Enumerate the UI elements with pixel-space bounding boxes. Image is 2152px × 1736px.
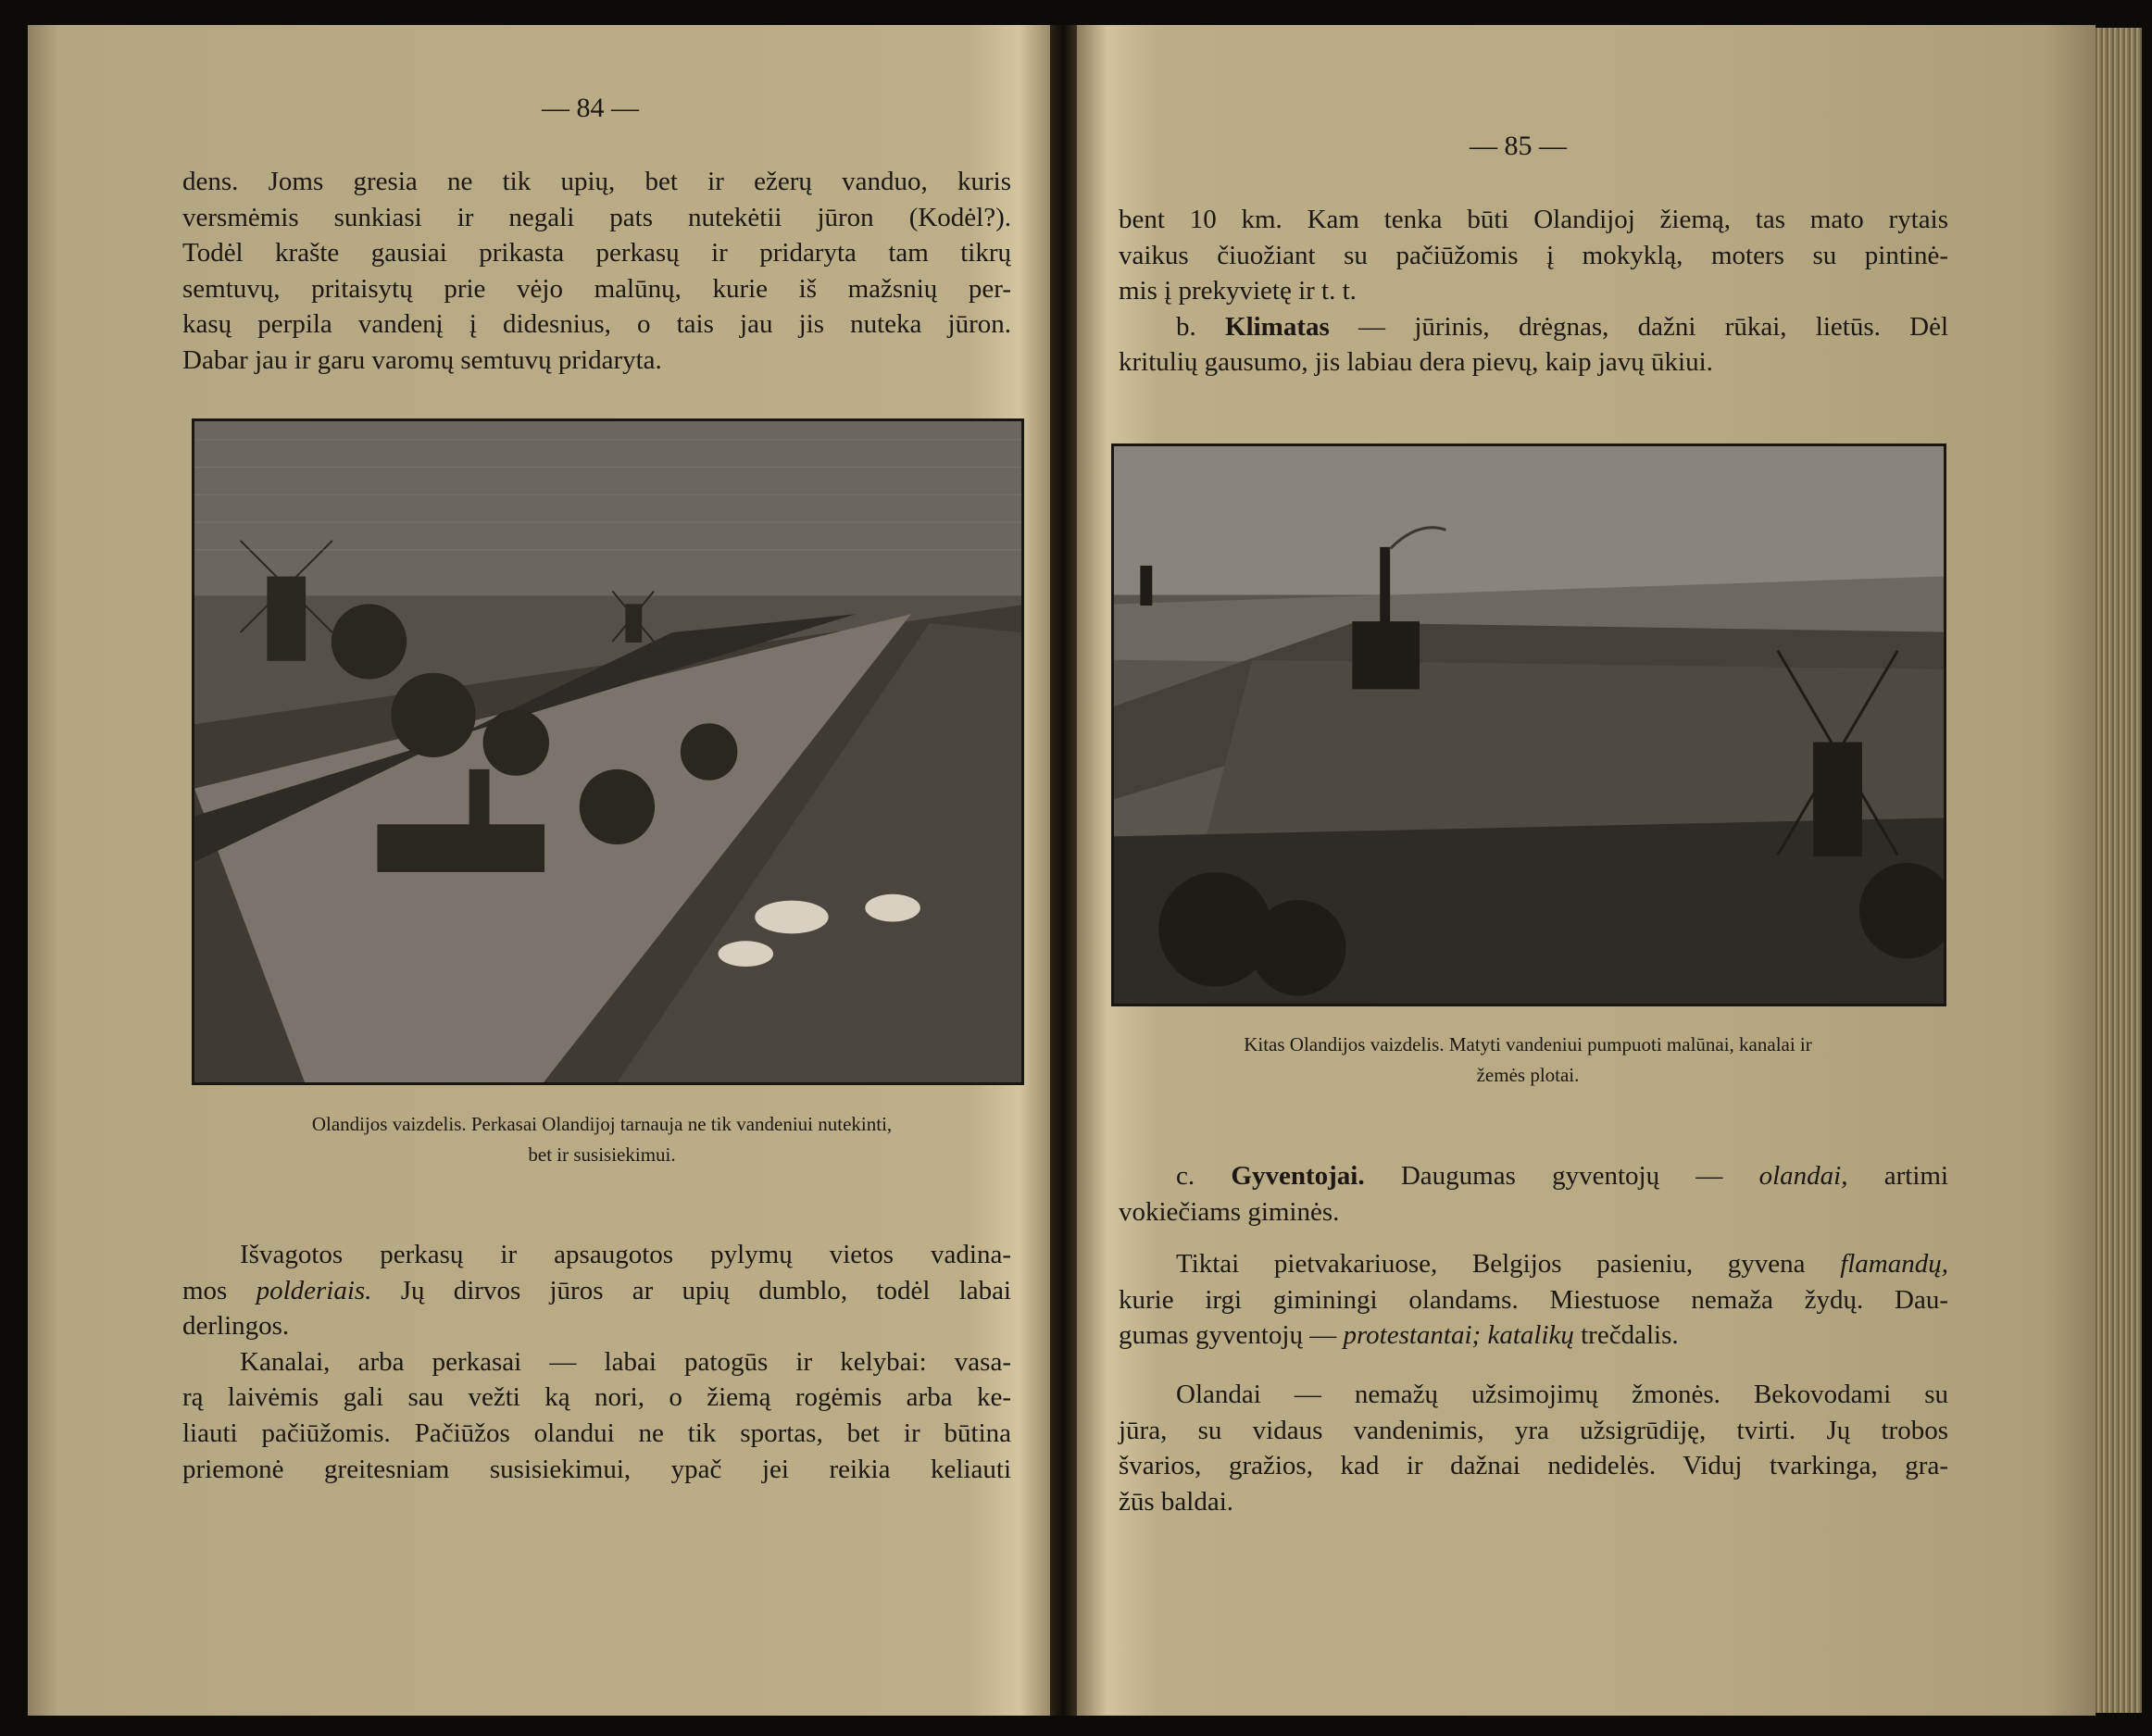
right-paragraph-population xyxy=(1119,1158,1948,1230)
italic-term: polderiais. xyxy=(256,1275,372,1305)
text-segment: artimi xyxy=(1847,1161,1949,1191)
text-line: dens. Joms gresia ne tik upių, bet ir ežerų vanduo, kuris xyxy=(182,167,1011,196)
text-segment: Išvagotos perkasų ir apsaugotos pylymų vietos vadina- xyxy=(240,1240,1011,1269)
canal-engraving-illustration xyxy=(194,421,1021,1082)
text-line: kasų perpila vandenį į didesnius, o tais jau jis nuteka jūron. xyxy=(182,309,1011,340)
text-segment: švarios, gražios, kad ir dažnai nedidelės. Viduj tvarkinga, gra- xyxy=(1119,1451,1948,1481)
text-line xyxy=(1119,1377,1948,1413)
text-segment: mos xyxy=(182,1275,256,1305)
text-line: Dabar jau ir garu varomų semtuvų pridaryta. xyxy=(182,344,662,375)
page-number-right: — 85 — xyxy=(1470,131,1567,161)
text-segment: bent 10 km. Kam tenka būti Olandijoj žiemą, tas mato rytais xyxy=(1119,205,1948,234)
text-line xyxy=(182,1273,1011,1309)
caption-line: bet ir susisiekimui. xyxy=(528,1143,676,1166)
text-segment: mis į prekyvietę ir t. t. xyxy=(1119,276,1357,306)
page-edges xyxy=(2096,28,2142,1713)
text-line: versmėmis sunkiasi ir negali pats nutekėtii jūron (Kodėl?). xyxy=(182,202,1011,232)
text-segment: kurie irgi giminingi olandams. Miestuose nemaža žydų. Dau- xyxy=(1119,1284,1948,1315)
text-line xyxy=(182,1380,1011,1416)
text-segment: Olandai — nemažų užsimojimų žmonės. Bekovodami su xyxy=(1176,1380,1948,1409)
italic-term: protestantai; katalikų xyxy=(1343,1320,1574,1351)
text-line xyxy=(182,1416,1011,1452)
text-line xyxy=(182,1308,1011,1344)
text-segment: Kanalai, arba perkasai — labai patogūs ir kelybai: vasa- xyxy=(240,1346,1011,1377)
caption-line: Olandijos vaizdelis. Perkasai Olandijoj tarnauja ne tik vandeniui nutekinti, xyxy=(311,1113,893,1135)
text-line xyxy=(1119,1246,1948,1282)
italic-term: olandai, xyxy=(1758,1161,1848,1191)
caption-line: žemės plotai. xyxy=(1476,1064,1580,1086)
text-segment: b. xyxy=(1176,311,1226,342)
left-figure-caption xyxy=(167,1109,1037,1170)
text-segment: priemonė greitesniam susisiekimui, ypač jei reikia keliauti xyxy=(182,1454,1011,1484)
bold-heading: Klimatas xyxy=(1225,311,1330,342)
right-paragraph-1 xyxy=(1119,202,1948,381)
text-line xyxy=(1119,202,1948,238)
text-segment: žūs baldai. xyxy=(1119,1486,1234,1517)
text-segment: derlingos. xyxy=(182,1311,290,1342)
text-line xyxy=(1119,1158,1948,1194)
right-paragraph-flemish xyxy=(1119,1246,1948,1354)
text-line xyxy=(1119,1448,1948,1484)
text-segment: kritulių gausumo, jis labiau dera pievų, kaip javų ūkiui. xyxy=(1119,347,1713,378)
text-line xyxy=(182,1344,1011,1380)
text-line xyxy=(1119,309,1948,345)
windmill-engraving-illustration xyxy=(1114,446,1944,1004)
text-segment: trečdalis. xyxy=(1573,1320,1679,1351)
page-number-left: — 84 — xyxy=(542,93,639,123)
text-segment: jūra, su vidaus vandenimis, yra užsigrūdiję, tvirti. Jų trobos xyxy=(1119,1415,1948,1445)
left-paragraph-2 xyxy=(182,1237,1011,1487)
right-figure-caption xyxy=(1102,1030,1954,1091)
text-line xyxy=(1119,238,1948,274)
text-segment: c. xyxy=(1176,1161,1232,1191)
text-line xyxy=(1119,344,1948,381)
text-line xyxy=(1119,1282,1948,1318)
book-gutter xyxy=(1050,25,1077,1716)
text-line xyxy=(182,1452,1011,1488)
italic-term: flamandų, xyxy=(1840,1249,1948,1279)
text-segment: Daugumas gyventojų — xyxy=(1364,1161,1759,1191)
text-segment: liauti pačiūžomis. Pačiūžos olandui ne tik sportas, bet ir būtina xyxy=(182,1418,1011,1448)
text-segment: Jų dirvos jūros ar upių dumblo, todėl labai xyxy=(371,1275,1011,1305)
text-segment: vokiečiams giminės. xyxy=(1119,1196,1340,1227)
caption-line: Kitas Olandijos vaizdelis. Matyti vandeniui pumpuoti malūnai, kanalai ir xyxy=(1244,1033,1812,1055)
right-paragraph-dutch-people xyxy=(1119,1377,1948,1519)
left-paragraph-1 xyxy=(182,164,1011,379)
text-line xyxy=(182,1237,1011,1273)
text-segment: rą laivėmis gali sau vežti ką nori, o žiemą rogėmis arba ke- xyxy=(182,1382,1011,1413)
text-line xyxy=(1119,1194,1948,1230)
text-line xyxy=(1119,273,1948,309)
text-segment: gumas gyventojų — xyxy=(1119,1320,1344,1351)
text-line xyxy=(1119,1484,1948,1520)
text-line xyxy=(1119,1413,1948,1449)
text-segment: vaikus čiuožiant su pačiūžomis į mokyklą, moters su pintinė- xyxy=(1119,240,1948,270)
figure-windmill-landscape xyxy=(1111,443,1946,1006)
text-line xyxy=(1119,1318,1948,1354)
text-segment: — jūrinis, drėgnas, dažni rūkai, lietūs. Dėl xyxy=(1329,311,1949,342)
figure-canal-landscape xyxy=(192,418,1024,1085)
text-segment: Tiktai pietvakariuose, Belgijos pasieniu, gyvena xyxy=(1176,1249,1841,1279)
text-line: semtuvų, pritaisytų prie vėjo malūnų, kurie iš mažsnių per- xyxy=(182,273,1011,304)
bold-heading: Gyventojai. xyxy=(1231,1161,1365,1191)
text-line: Todėl krašte gausiai prikasta perkasų ir pridaryta tam tikrų xyxy=(182,238,1011,269)
